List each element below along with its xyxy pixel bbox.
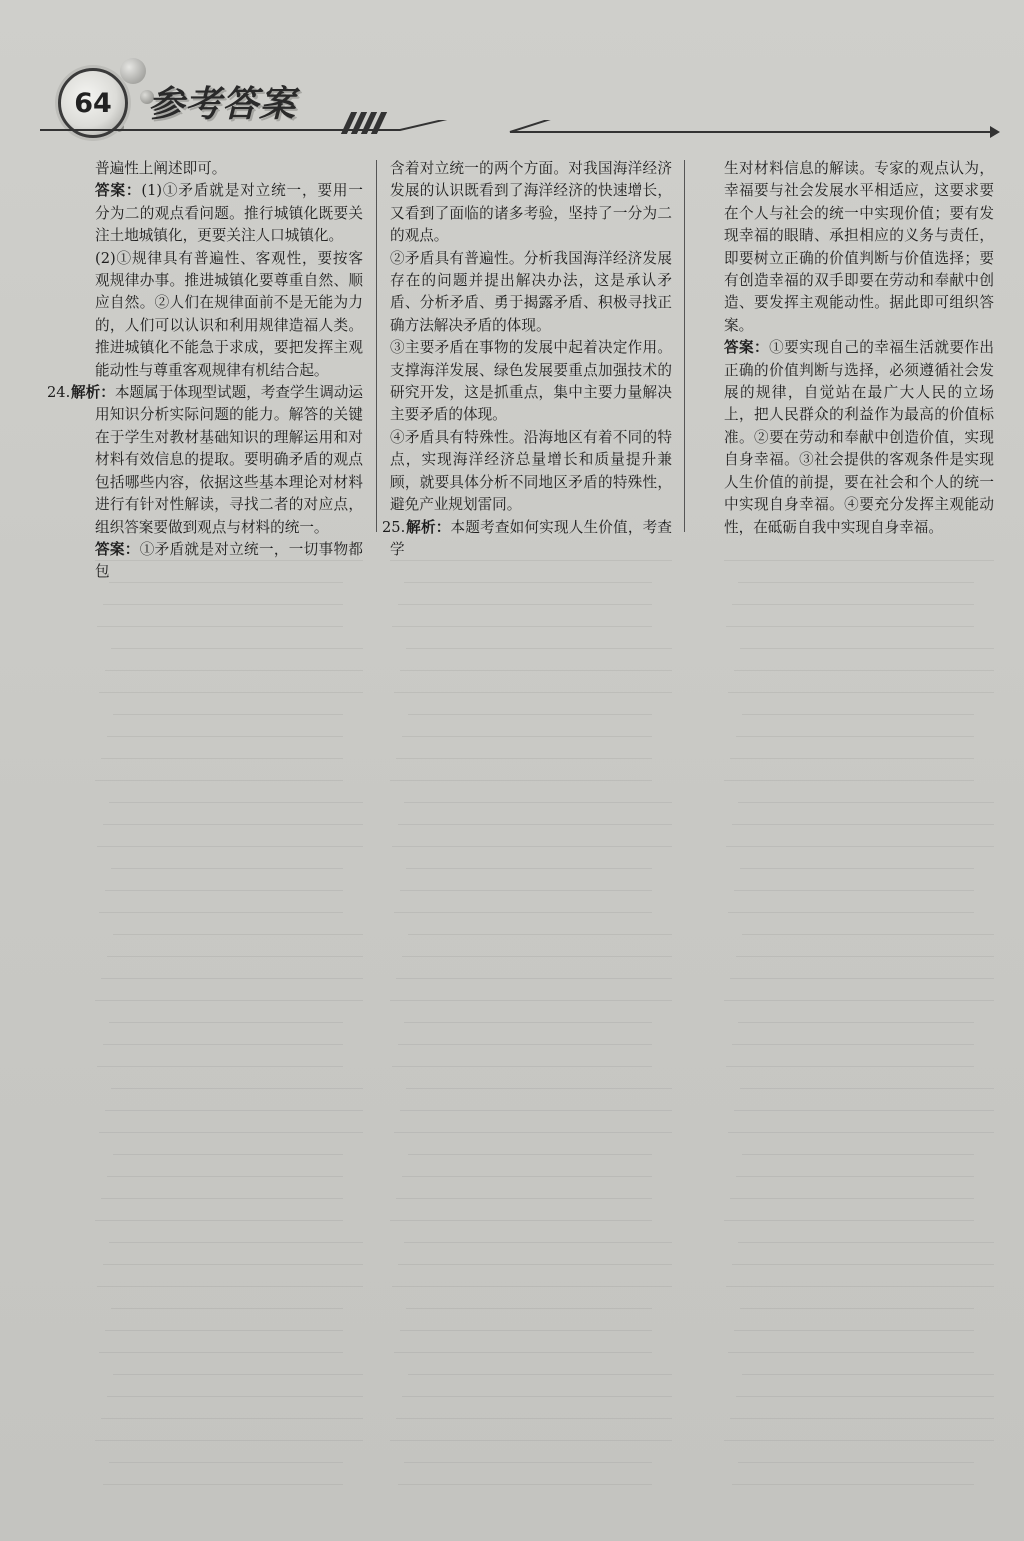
texture-line — [726, 846, 994, 847]
texture-line — [111, 868, 343, 869]
texture-line — [742, 714, 974, 715]
texture-line — [113, 1374, 363, 1375]
texture-line — [107, 736, 343, 737]
texture-line — [400, 670, 672, 671]
texture-line — [394, 912, 652, 913]
texture-line — [109, 1242, 363, 1243]
texture-line — [103, 1264, 363, 1265]
texture-line — [103, 604, 343, 605]
texture-line — [392, 1066, 652, 1067]
section-title: 参考答案 — [148, 84, 297, 125]
texture-line — [404, 1462, 652, 1463]
texture-line — [103, 1484, 343, 1485]
numbered-paragraph: 25.解析：本题考查如何实现人生价值，考查学 — [382, 518, 672, 558]
paragraph: ②矛盾具有普遍性。分析我国海洋经济发展存在的问题并提出解决办法，这是承认矛盾、分析矛盾、勇于揭露矛盾、积极寻找正确方法解决矛盾的体现。 — [390, 249, 672, 334]
texture-line — [97, 1066, 343, 1067]
texture-line — [732, 1264, 994, 1265]
texture-line — [97, 846, 363, 847]
header-arrow-line — [40, 120, 1000, 140]
texture-line — [736, 736, 974, 737]
texture-line — [736, 1396, 994, 1397]
texture-line — [408, 934, 672, 935]
texture-line — [402, 956, 672, 957]
texture-line — [107, 1176, 343, 1177]
texture-line — [111, 1308, 343, 1309]
texture-line — [728, 1132, 994, 1133]
texture-line — [726, 1286, 994, 1287]
texture-line — [724, 1440, 994, 1441]
texture-line — [730, 1418, 994, 1419]
paragraph: 普遍性上阐述即可。 — [95, 160, 227, 177]
texture-line — [742, 934, 994, 935]
answer-label: 答案： — [724, 339, 770, 357]
answer-paragraph: 答案：①要实现自己的幸福生活就要作出正确的价值判断与选择，必须遵循社会发展的规律，自觉站在最广大人民的立场上，把人民群众的利益作为最高的价值标准。②要在劳动和奉献中创造价值，实现自身幸福。③社会提供的客观条件是实现人生价值的前提，要在社会和个人的统一中实现自身幸福。④要充分发挥主观能动性，在砥砺自我中实现自身幸福。 — [724, 339, 994, 536]
page-header — [40, 50, 1000, 160]
texture-line — [101, 1418, 363, 1419]
texture-line — [724, 560, 994, 561]
texture-line — [103, 1044, 343, 1045]
texture-line — [738, 1022, 974, 1023]
texture-line — [95, 1440, 363, 1441]
texture-line — [105, 1110, 363, 1111]
paragraph: ④矛盾具有特殊性。沿海地区有着不同的特点，实现海洋经济总量增长和质量提升兼顾，就要具体分析不同地区矛盾的特殊性，避免产业规划雷同。 — [390, 428, 672, 514]
column-divider — [376, 160, 377, 532]
texture-line — [736, 956, 994, 957]
texture-line — [113, 1154, 343, 1155]
texture-line — [101, 978, 363, 979]
texture-line — [396, 1418, 672, 1419]
texture-line — [742, 1374, 994, 1375]
texture-line — [109, 1462, 343, 1463]
texture-line — [394, 1132, 672, 1133]
texture-line — [740, 868, 974, 869]
column-divider — [684, 160, 685, 532]
paragraph: 含着对立统一的两个方面。对我国海洋经济发展的认识既看到了海洋经济的快速增长，又看到了面临的诸多考验，坚持了一分为二的观点。 — [390, 160, 672, 245]
answer-label: 答案： — [95, 540, 140, 558]
texture-line — [408, 1154, 652, 1155]
texture-line — [402, 1396, 672, 1397]
texture-line — [97, 1286, 363, 1287]
texture-line — [101, 1198, 343, 1199]
texture-line — [111, 1088, 363, 1089]
texture-line — [105, 890, 343, 891]
texture-line — [400, 890, 652, 891]
texture-line — [726, 626, 974, 627]
texture-line — [724, 1000, 994, 1001]
texture-line — [99, 692, 363, 693]
texture-line — [406, 868, 652, 869]
texture-line — [728, 912, 974, 913]
texture-line — [398, 1264, 672, 1265]
texture-line — [95, 1000, 363, 1001]
texture-line — [730, 978, 994, 979]
texture-line — [390, 560, 672, 561]
texture-line — [734, 1110, 994, 1111]
texture-line — [109, 582, 343, 583]
texture-line — [406, 1308, 652, 1309]
texture-line — [105, 1330, 343, 1331]
texture-line — [734, 1330, 974, 1331]
texture-line — [402, 1176, 652, 1177]
texture-line — [404, 1022, 652, 1023]
texture-line — [404, 802, 672, 803]
texture-line — [109, 1022, 343, 1023]
texture-line — [404, 1242, 672, 1243]
texture-line — [400, 1330, 652, 1331]
texture-line — [732, 604, 974, 605]
texture-line — [730, 758, 974, 759]
texture-line — [396, 758, 652, 759]
decorative-bubble-icon — [120, 58, 146, 84]
paragraph: 生对材料信息的解读。专家的观点认为，幸福要与社会发展水平相适应，这要求要在个人与社会的统一中实现价值；要有发现幸福的眼睛、承担相应的义务与责任，即要树立正确的价值判断与价值选择；要有创造幸福的双手即要在劳动和奉献中创造、要发挥主观能动性。据此即可组织答案。 — [724, 160, 994, 334]
texture-line — [726, 1066, 974, 1067]
texture-line — [730, 1198, 974, 1199]
texture-line — [408, 714, 652, 715]
texture-line — [408, 1374, 672, 1375]
texture-line — [97, 626, 343, 627]
paragraph: (2)①规律具有普遍性、客观性，要按客观规律办事。推进城镇化要尊重自然、顺应自然。②人们在规律面前不是无能为力的，人们可以认识和利用规律造福人类。推进城镇化不能急于求成，要把发挥主观能动性与尊重客观规律有机结合起。 — [95, 249, 363, 379]
analysis-label: 解析： — [71, 384, 115, 402]
texture-line — [113, 934, 363, 935]
texture-line — [398, 824, 672, 825]
texture-line — [736, 1176, 974, 1177]
texture-line — [111, 648, 363, 649]
texture-line — [396, 1198, 652, 1199]
texture-line — [107, 956, 363, 957]
texture-line — [732, 1044, 974, 1045]
paragraph: ③主要矛盾在事物的发展中起着决定作用。支撑海洋发展、绿色发展要重点加强技术的研究开发，这是抓重点，集中主要力量解决主要矛盾的体现。 — [390, 339, 672, 424]
texture-line — [728, 1352, 974, 1353]
texture-line — [398, 1484, 652, 1485]
texture-line — [390, 1220, 652, 1221]
texture-line — [734, 890, 974, 891]
texture-line — [99, 912, 343, 913]
texture-line — [406, 1088, 672, 1089]
texture-line — [742, 1154, 974, 1155]
texture-line — [95, 780, 343, 781]
texture-line — [402, 736, 652, 737]
texture-line — [738, 802, 994, 803]
texture-line — [732, 824, 994, 825]
texture-line — [103, 824, 363, 825]
texture-line — [99, 1132, 363, 1133]
answer-paragraph: 答案：①矛盾就是对立统一，一切事物都包 — [95, 540, 363, 581]
texture-line — [732, 1484, 974, 1485]
texture-line — [390, 1000, 672, 1001]
texture-line — [728, 692, 994, 693]
texture-line — [740, 648, 994, 649]
numbered-paragraph: 24.解析：本题属于体现型试题，考查学生调动运用知识分析实际问题的能力。解答的关键在于学生对教材基础知识的理解运用和对材料有效信息的提取。要明确矛盾的观点包括哪些内容，依据这些基本理论对材料进行有针对性解读，寻找二者的对应点，组织答案要做到观点与材料的统一。 — [47, 384, 363, 536]
texture-line — [390, 780, 652, 781]
texture-line — [113, 714, 343, 715]
texture-line — [400, 1110, 672, 1111]
question-number: 25. — [382, 518, 406, 536]
question-number: 24. — [47, 384, 71, 402]
texture-line — [396, 978, 672, 979]
texture-line — [109, 802, 363, 803]
texture-line — [99, 1352, 343, 1353]
texture-line — [406, 648, 672, 649]
texture-line — [740, 1308, 974, 1309]
texture-line — [95, 560, 363, 561]
texture-line — [398, 1044, 652, 1045]
texture-line — [738, 1462, 974, 1463]
texture-line — [398, 604, 652, 605]
texture-line — [392, 1286, 672, 1287]
texture-line — [740, 1088, 994, 1089]
answer-paragraph: 答案：(1)①矛盾就是对立统一，要用一分为二的观点看问题。推行城镇化既要关注土地城镇化，更要关注人口城镇化。 — [95, 182, 363, 245]
texture-line — [394, 1352, 652, 1353]
texture-line — [95, 1220, 343, 1221]
texture-line — [101, 758, 343, 759]
answer-label: 答案： — [95, 182, 142, 200]
texture-line — [404, 582, 652, 583]
texture-line — [734, 670, 994, 671]
column-right — [724, 158, 994, 539]
texture-line — [392, 846, 672, 847]
analysis-label: 解析： — [406, 518, 451, 536]
column-left — [47, 158, 363, 584]
texture-line — [724, 780, 974, 781]
texture-line — [392, 626, 652, 627]
column-middle — [382, 158, 672, 561]
texture-line — [738, 582, 974, 583]
texture-line — [390, 1440, 672, 1441]
page-number: 64 — [74, 87, 112, 119]
texture-line — [724, 1220, 974, 1221]
texture-line — [107, 1396, 363, 1397]
texture-line — [394, 692, 672, 693]
texture-line — [105, 670, 363, 671]
texture-line — [738, 1242, 994, 1243]
